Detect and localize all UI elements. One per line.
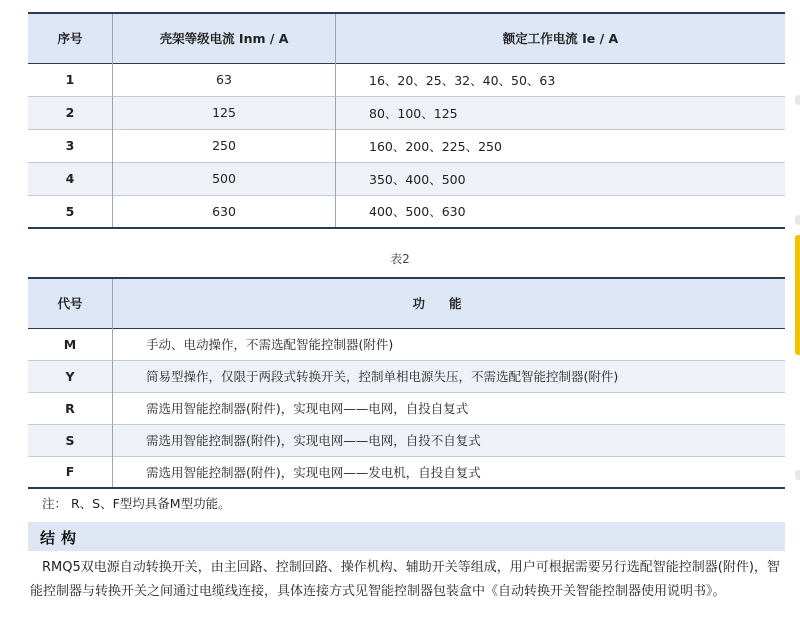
- cell-code: M: [28, 328, 113, 360]
- cell-code: R: [28, 392, 113, 424]
- table-header-row: [28, 278, 785, 328]
- table-note: 注： R、S、F型均具备M型功能。: [42, 496, 231, 511]
- header-rated-current: 额定工作电流 Ie / A: [336, 13, 786, 63]
- table-row: [28, 456, 785, 488]
- cell-function: 简易型操作，仅限于两段式转换开关，控制单相电源失压，不需选配智能控制器(附件): [113, 360, 786, 392]
- header-code: 代号: [28, 278, 113, 328]
- table-caption: 表2: [390, 252, 410, 266]
- cell-code: F: [28, 456, 113, 488]
- cell-index: 2: [28, 96, 113, 129]
- table-row: [28, 129, 785, 162]
- cell-rated-current: 160、200、225、250: [369, 138, 502, 154]
- header-frame-current: 壳架等级电流 Inm / A: [113, 13, 336, 63]
- cell-frame-current: 125: [113, 96, 336, 129]
- page-edge-tabs: [790, 0, 800, 628]
- table-row: [28, 392, 785, 424]
- table-row: [28, 162, 785, 195]
- edge-tab: [795, 470, 800, 480]
- section-header: [28, 522, 785, 551]
- cell-index: 3: [28, 129, 113, 162]
- cell-index: 5: [28, 195, 113, 228]
- cell-rated-current: 16、20、25、32、40、50、63: [369, 72, 556, 88]
- section-title: 结构: [40, 529, 83, 547]
- table-row: [28, 360, 785, 392]
- table-row: [28, 195, 785, 228]
- table-header-row: [28, 13, 785, 63]
- cell-index: 1: [28, 63, 113, 96]
- cell-function: 手动、电动操作，不需选配智能控制器(附件): [146, 337, 394, 352]
- table-row: [28, 96, 785, 129]
- cell-index: 4: [28, 162, 113, 195]
- table-row: [28, 328, 785, 360]
- table-row: [28, 63, 785, 96]
- cell-frame-current: 500: [113, 162, 336, 195]
- header-function: 功能: [113, 278, 786, 328]
- cell-function: 需选用智能控制器(附件)，实现电网——电网，自投不自复式: [113, 424, 786, 456]
- cell-code: Y: [28, 360, 113, 392]
- function-code-table: [28, 277, 785, 489]
- edge-tab-active: [795, 235, 800, 355]
- current-rating-table: [28, 12, 785, 229]
- cell-frame-current: 250: [113, 129, 336, 162]
- cell-rated-current: 350、400、500: [336, 162, 786, 195]
- header-index: 序号: [28, 13, 113, 63]
- cell-code: S: [28, 424, 113, 456]
- edge-tab: [795, 215, 800, 225]
- cell-rated-current: 400、500、630: [369, 204, 466, 220]
- table-row: [28, 424, 785, 456]
- cell-function: 需选用智能控制器(附件)，实现电网——电网，自投自复式: [146, 401, 469, 416]
- cell-frame-current: 63: [113, 63, 336, 96]
- cell-frame-current: 630: [113, 195, 336, 228]
- section-body: RMQ5双电源自动转换开关，由主回路、控制回路、操作机构、辅助开关等组成，用户可根据需要另行选配智能控制器(附件)，智能控制器与转换开关之间通过电缆线连接，具体连接方式见智能控制器包装盒中《自动转换开关智能控制器使用说明书》。: [30, 560, 780, 599]
- cell-function: 需选用智能控制器(附件)，实现电网——发电机，自投自复式: [146, 464, 481, 480]
- edge-tab: [795, 95, 800, 105]
- cell-rated-current: 80、100、125: [336, 96, 786, 129]
